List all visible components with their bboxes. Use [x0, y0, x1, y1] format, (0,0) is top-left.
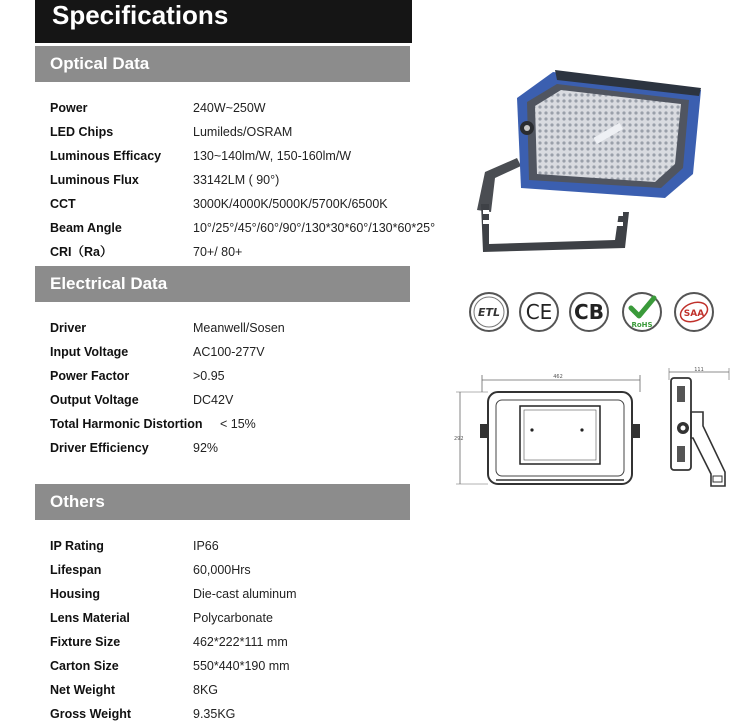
spec-label: Driver — [50, 321, 87, 335]
spec-value: 10°/25°/45°/60°/90°/130*30*60°/130*60*25° — [193, 221, 436, 235]
spec-label: Input Voltage — [50, 345, 129, 359]
spec-label: Carton Size — [50, 659, 119, 673]
spec-value: IP66 — [193, 539, 219, 553]
front-height-dimension: 292 — [454, 436, 464, 442]
spec-value: 60,000Hrs — [193, 563, 251, 577]
spec-value: 550*440*190 mm — [193, 659, 290, 673]
certification-logos — [468, 290, 718, 334]
cert-label: CB — [574, 300, 604, 324]
spec-value: >0.95 — [193, 369, 225, 383]
spec-value: 9.35KG — [193, 707, 236, 721]
spec-value: 3000K/4000K/5000K/5700K/6500K — [193, 197, 388, 211]
spec-label: Driver Efficiency — [50, 441, 149, 455]
spec-label: Output Voltage — [50, 393, 139, 407]
spec-label: Power — [50, 101, 88, 115]
spec-value: Die-cast aluminum — [193, 587, 297, 601]
spec-value: Polycarbonate — [193, 611, 273, 625]
spec-label: CCT — [50, 197, 76, 211]
cert-label: ETL — [477, 306, 501, 319]
spec-label: LED Chips — [50, 125, 114, 139]
spec-label: Fixture Size — [50, 635, 121, 649]
spec-value: Lumileds/OSRAM — [193, 125, 293, 139]
spec-value: 70+/ 80+ — [193, 245, 243, 259]
cert-label: SAA — [683, 309, 705, 319]
spec-value: 130~140lm/W, 150-160lm/W — [193, 149, 352, 163]
spec-label: Net Weight — [50, 683, 116, 697]
spec-label: Lens Material — [50, 611, 130, 625]
spec-value: 33142LM ( 90°) — [193, 173, 280, 187]
front-view-drawing — [450, 368, 650, 493]
spec-value: 8KG — [193, 683, 219, 697]
section-heading-others: Others — [35, 484, 410, 520]
spec-label: Total Harmonic Distortion — [50, 417, 203, 431]
spec-value: 92% — [193, 441, 219, 455]
spec-label: Power Factor — [50, 369, 130, 383]
section-heading-electrical: Electrical Data — [35, 266, 410, 302]
spec-label: IP Rating — [50, 539, 104, 553]
spec-value: AC100-277V — [193, 345, 265, 359]
side-width-dimension: 111 — [694, 367, 704, 373]
spec-value: 240W~250W — [193, 101, 266, 115]
etl-icon — [470, 293, 508, 331]
cb-icon — [570, 293, 608, 331]
side-view-drawing — [663, 366, 735, 491]
spec-label: Luminous Efficacy — [50, 149, 162, 163]
spec-value: 462*222*111 mm — [193, 635, 288, 649]
floodlight-product-image — [465, 62, 710, 257]
spec-value: DC42V — [193, 393, 234, 407]
rohs-icon — [623, 293, 661, 331]
spec-label: Luminous Flux — [50, 173, 139, 187]
spec-label: Lifespan — [50, 563, 102, 577]
cert-label: RoHS — [631, 321, 653, 329]
spec-label: Housing — [50, 587, 100, 601]
cert-label: CE — [525, 300, 553, 324]
spec-label: CRI（Ra） — [50, 245, 113, 259]
ce-icon — [520, 293, 558, 331]
spec-label: Beam Angle — [50, 221, 122, 235]
front-width-dimension: 462 — [553, 374, 563, 380]
saa-icon — [675, 293, 713, 331]
section-heading-optical: Optical Data — [35, 46, 410, 82]
spec-value: < 15% — [220, 417, 256, 431]
spec-value: Meanwell/Sosen — [193, 321, 285, 335]
spec-label: Gross Weight — [50, 707, 132, 721]
page-title: Specifications — [35, 0, 412, 43]
